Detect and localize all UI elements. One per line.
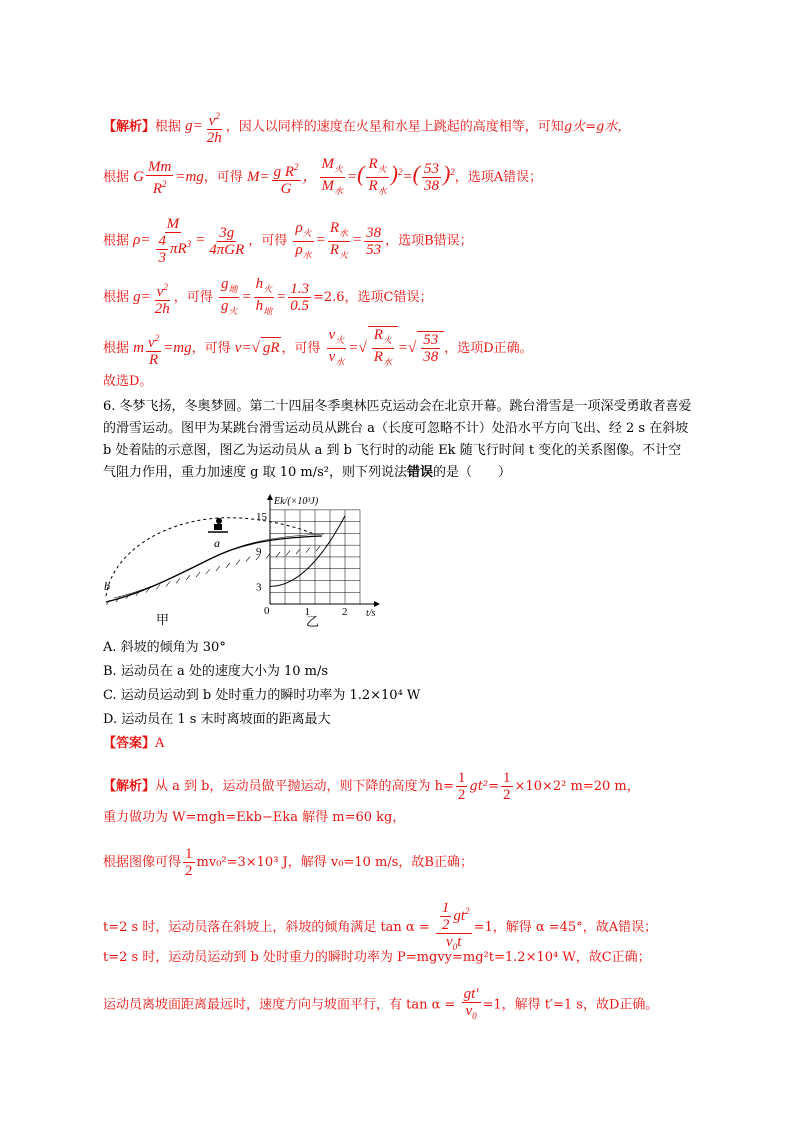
hatch-mark <box>306 548 310 553</box>
hatch-mark <box>236 560 240 565</box>
hatch-mark <box>196 572 200 577</box>
question6-text <box>103 396 693 484</box>
analysis1-line1 <box>103 108 630 146</box>
text: t=2 s 时，运动员运动到 b 处时重力的瞬时功率为 P=mgvy=mg²t=1.2×10⁴ W，故C正确； <box>103 950 651 965</box>
answer-line <box>103 734 164 754</box>
option-b-text: B. 运动员在 a 处的速度大小为 10 m/s <box>103 664 329 679</box>
formula-v: v=√ gR <box>235 340 282 356</box>
analysis1-line2 <box>103 156 542 199</box>
hatch-mark <box>266 554 270 559</box>
hatch-mark <box>316 546 320 551</box>
figure-jia-caption: 甲 <box>156 613 170 628</box>
hatch-mark <box>276 552 280 557</box>
formula-g: g= $\frac{v^2}{2h}$ <box>185 118 226 134</box>
hatch-mark <box>286 551 290 556</box>
text: ，可得 <box>281 340 321 356</box>
hatch-mark <box>186 575 190 580</box>
analysis2-line4 <box>103 900 657 955</box>
analysis2-line1: 【解析】从 a 到 b，运动员做平抛运动，则下降的高度为 h= $\frac{1}{2}$ gt²= $\frac{1}{2}$ ×10×2² m=20 m， <box>103 770 640 803</box>
text: mv₀²=3×10³ J，解得 v₀=10 m/s，故B正确； <box>196 855 473 870</box>
x-tick-label: 2 <box>342 606 348 618</box>
question-stem-end: 的是（ ） <box>433 465 512 480</box>
y-tick-label: 3 <box>256 581 262 594</box>
text: t=2 s 时，运动员落在斜坡上，斜坡的倾角满足 tan α = <box>103 920 430 935</box>
formula-circular: m $\frac{v^2}{R}$ =mg <box>133 340 191 356</box>
text: ，可得 <box>191 340 231 356</box>
option-d-text: D. 运动员在 1 s 末时离坡面的距离最大 <box>103 712 331 727</box>
formula-density-ratio: $\frac{\rho_火}{\rho_水}$ = $\frac{R_水}{R_火}$ = $\frac{38}{53}$ <box>295 219 382 260</box>
option-c <box>103 686 420 706</box>
figure-jia <box>104 518 324 628</box>
text: 根据 <box>103 289 130 305</box>
origin-label: 0 <box>264 605 270 617</box>
text: =1，解得 α =45°，故A错误； <box>473 920 658 935</box>
formula-g-h: g= $\frac{v^2}{2h}$ <box>133 289 174 305</box>
text: 根据 <box>155 119 182 135</box>
y-tick-label: 15 <box>256 510 267 523</box>
hatch-mark <box>166 581 170 586</box>
formula-tan-parallel: $\frac{gt'}{v_0}$ <box>463 986 479 1021</box>
text: ，可得 <box>203 169 243 185</box>
figure-svg <box>100 494 480 634</box>
hatch-mark <box>216 566 220 571</box>
choose-text: 故选D。 <box>103 374 153 389</box>
hatch-mark <box>296 549 300 554</box>
text: 根据 <box>103 233 130 249</box>
text: =1，解得 t′=1 s，故D正确。 <box>482 997 659 1013</box>
option-a <box>103 638 226 658</box>
x-tick-label: 1 <box>304 606 310 618</box>
analysis1-line4 <box>103 276 432 319</box>
analysis1-choose <box>103 372 152 392</box>
formula-density: ρ= M $\frac{4}{3}$ $\pi R^3$ = $\frac{3g}{\text{4πGR}}$ <box>133 216 245 266</box>
text: ，可得 <box>248 233 288 249</box>
analysis1-line5 <box>103 326 533 370</box>
option-b <box>103 662 328 682</box>
analysis-label: 【解析】 <box>103 779 156 794</box>
analysis2-line5 <box>103 948 651 968</box>
answer-value: A <box>155 736 165 751</box>
hatch-mark <box>206 569 210 574</box>
text: =2.6，选项C错误； <box>312 289 433 305</box>
answer-label: 【答案】 <box>103 736 156 751</box>
analysis1-line3 <box>103 216 473 266</box>
text: ，因人以同样的速度在火星和水星上跳起的高度相等，可知 <box>225 119 564 135</box>
text: 根据 <box>103 340 130 356</box>
text: ×10×2² m=20 m， <box>514 779 640 794</box>
analysis2-line2 <box>103 808 405 828</box>
hatch-mark <box>176 578 180 583</box>
figure-yi-chart <box>256 494 380 630</box>
option-a-text: A. 斜坡的倾角为 30° <box>103 640 226 655</box>
option-d <box>103 710 331 730</box>
text: g火=g水， <box>563 119 631 135</box>
text: 从 a 到 b，运动员做平抛运动，则下降的高度为 h= <box>155 779 454 794</box>
analysis2-line3: 根据图像可得 $\frac{1}{2}$ mv₀²=3×10³ J，解得 v₀=10 m/s，故B正确； <box>103 846 473 879</box>
analysis2-line6 <box>103 986 658 1024</box>
formula-tan: $\frac{1}{2}$ $gt^2$ $v_0t$ <box>436 900 472 955</box>
point-b-label: b <box>104 579 110 593</box>
slope-hatches <box>106 546 320 605</box>
formula-v-ratio: $\frac{v_火}{v_水}$ =√ $\frac{R_火}{R_水}$ =√ $\frac{53}{38}$ <box>325 340 445 356</box>
formula-gravitation: G $\frac{Mm}{R^2}$ =mg <box>133 158 204 197</box>
point-a-label: a <box>214 536 220 550</box>
question-stem: 6. 冬梦飞扬，冬奥梦圆。第二十四届冬季奥林匹克运动会在北京开幕。跳台滑雪是一项深受勇敢者喜爱的滑雪运动。图甲为某跳台滑雪运动员从跳台 a（长度可忽略不计）处沿水平方向飞出、经 2 s 在斜坡 b 处着陆的示意图，图乙为运动员从 a 到 b 飞行时的动能 Ek 随飞行时间 t 变化的关系图像。不计空气阻力作用，重力加速度 g 取 10 m/s²，则下列说法 <box>103 399 692 480</box>
option-c-text: C. 运动员运动到 b 处时重力的瞬时功率为 1.2×10⁴ W <box>103 688 421 703</box>
skier-icon <box>208 518 228 532</box>
text: 根据 <box>103 169 130 185</box>
question-keyword: 错误 <box>406 465 433 480</box>
text: 运动员离坡面距离最远时，速度方向与坡面平行，有 tan α = <box>103 997 456 1013</box>
formula-mass: M= $\frac{g R^2}{G}$ ， $\frac{M_火}{M_水}$ =( $\frac{R_火}{R_水}$ )$^2$=( $\frac{53}{38}$ )$^2$ <box>246 156 455 197</box>
analysis-label: 【解析】 <box>103 119 156 135</box>
y-axis-arrow <box>267 494 273 500</box>
y-tick-label: 9 <box>256 546 262 559</box>
text: 根据图像可得 <box>103 855 182 870</box>
text: 重力做功为 W=mgh=Ekb−Eka 解得 m=60 kg， <box>103 810 406 825</box>
x-axis-label: t/s <box>366 608 376 619</box>
x-axis-arrow <box>374 601 380 607</box>
text: ，选项D正确。 <box>444 340 533 356</box>
text: ，选项A错误； <box>454 169 543 185</box>
hatch-mark <box>246 557 250 562</box>
text: gt²= <box>469 779 500 794</box>
formula-g-ratio: $\frac{g_地}{g_火}$ = $\frac{h_火}{h_地}$ = $\frac{1.3}{0.5}$ <box>220 276 309 316</box>
y-axis-label: Ek/(×10³J) <box>274 496 319 507</box>
figure-yi-caption: 乙 <box>306 615 320 630</box>
figure-row <box>100 494 480 638</box>
text: ，选项B错误； <box>385 233 473 249</box>
text: ，可得 <box>173 289 213 305</box>
hatch-mark <box>226 563 230 568</box>
